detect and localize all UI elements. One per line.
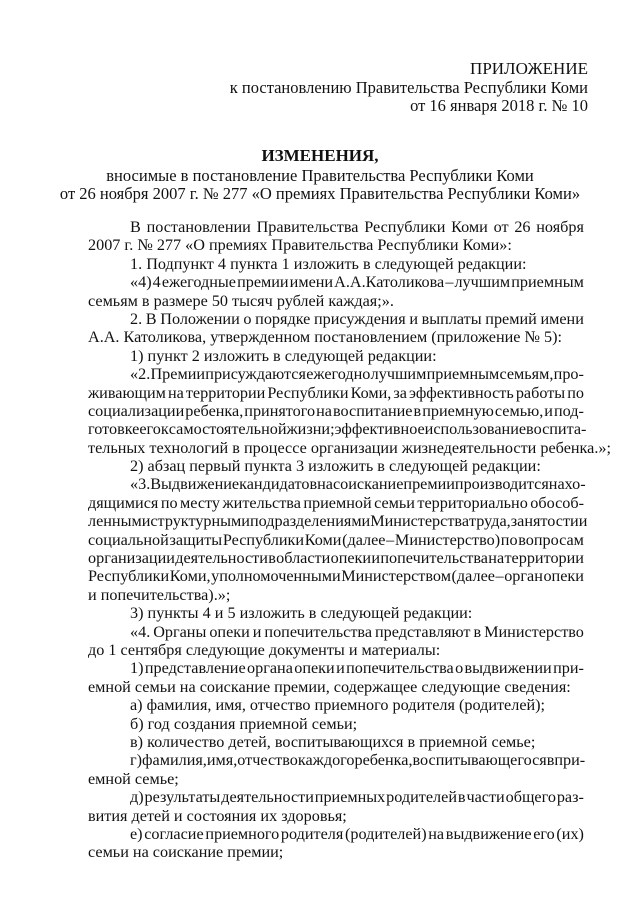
document-title-block (0, 147, 640, 204)
body-line: 1) пункт 2 изложить в следующей редакции: (130, 346, 437, 365)
document-title: ИЗМЕНЕНИЯ, (261, 146, 379, 165)
appendix-line-2: от 16 января 2018 г. № 10 (410, 96, 588, 115)
body-line: 1) представление органа опеки и попечительства о выдвижении при- (130, 659, 584, 678)
body-line: в) количество детей, воспитывающихся в приемной семье; (130, 732, 536, 751)
appendix-line-1: к постановлению Правительства Республики Коми (229, 77, 588, 97)
body-line: «3. Выдвижение кандидатов на соискание премии производится нахо- (130, 475, 586, 494)
document-body (88, 218, 611, 862)
body-line: семьи на соискание премии; (88, 843, 284, 862)
body-line: тельных технологий в процессе организации жизнедеятельности ребенка.»; (88, 438, 611, 457)
body-line: б) год создания приемной семьи; (130, 714, 358, 733)
body-line: А.А. Католикова, утвержденном постановлением (приложение № 5): (88, 328, 563, 347)
body-line: готовке его к самостоятельной жизни; эффективное использование воспита- (88, 420, 587, 439)
body-line: «4. Органы опеки и попечительства представляют в Министерство (130, 622, 584, 641)
body-line: 2. В Положении о порядке присуждения и выплаты премий имени (130, 309, 584, 328)
body-line: а) фамилия, имя, отчество приемного родителя (родителей); (130, 696, 546, 715)
body-line: г) фамилия, имя, отчество каждого ребенка, воспитывающегося в при- (130, 751, 586, 770)
document-subtitle-1: вносимые в постановление Правительства Республики Коми (106, 165, 534, 185)
appendix-header (230, 60, 588, 116)
body-line: емной семьи на соискание премии, содержащее следующие сведения: (88, 677, 571, 696)
body-line: 2) абзац первый пункта 3 изложить в следующей редакции: (130, 457, 541, 476)
body-line: дящимися по месту жительства приемной семьи территориально обособ- (88, 493, 584, 512)
document-subtitle-2: от 26 ноября 2007 г. № 277 «О премиях Правительства Республики Коми» (59, 184, 581, 203)
body-line: и попечительства).»; (88, 585, 231, 604)
body-line: организации деятельности в области опеки и попечительства на территории (88, 549, 584, 568)
body-line: вития детей и состояния их здоровья; (88, 806, 347, 825)
body-line: Республики Коми, уполномоченными Министерством (далее – орган опеки (88, 567, 584, 586)
body-line: семьям в размере 50 тысяч рублей каждая;». (88, 291, 394, 310)
body-line: до 1 сентября следующие документы и материалы: (88, 640, 441, 659)
body-line: социализации ребенка, принятого на воспитание в приемную семью, и под- (88, 401, 584, 420)
body-line: живающим на территории Республики Коми, за эффективность работы по (88, 383, 584, 402)
body-line: «2. Премии присуждаются ежегодно лучшим приемным семьям, про- (130, 365, 584, 384)
body-line: 1. Подпункт 4 пункта 1 изложить в следующей редакции: (130, 254, 527, 273)
appendix-heading: ПРИЛОЖЕНИЕ (470, 59, 588, 78)
body-line: д) результаты деятельности приемных родителей в части общего раз- (130, 788, 584, 807)
body-line: социальной защиты Республики Коми (далее – Министерство) по вопросам (88, 530, 584, 549)
body-line: ленными структурными подразделениями Министерства труда, занятости и (88, 512, 588, 531)
body-line: е) согласие приемного родителя (родителей) на выдвижение его (их) (130, 824, 584, 843)
body-line: емной семье; (88, 769, 179, 788)
body-line: 3) пункты 4 и 5 изложить в следующей редакции: (130, 604, 473, 623)
body-line: «4) 4 ежегодные премии имени А.А.Католикова – лучшим приемным (130, 273, 584, 292)
body-line: В постановлении Правительства Республики Коми от 26 ноября (130, 218, 584, 236)
body-line: 2007 г. № 277 «О премиях Правительства Республики Коми»: (88, 236, 512, 255)
